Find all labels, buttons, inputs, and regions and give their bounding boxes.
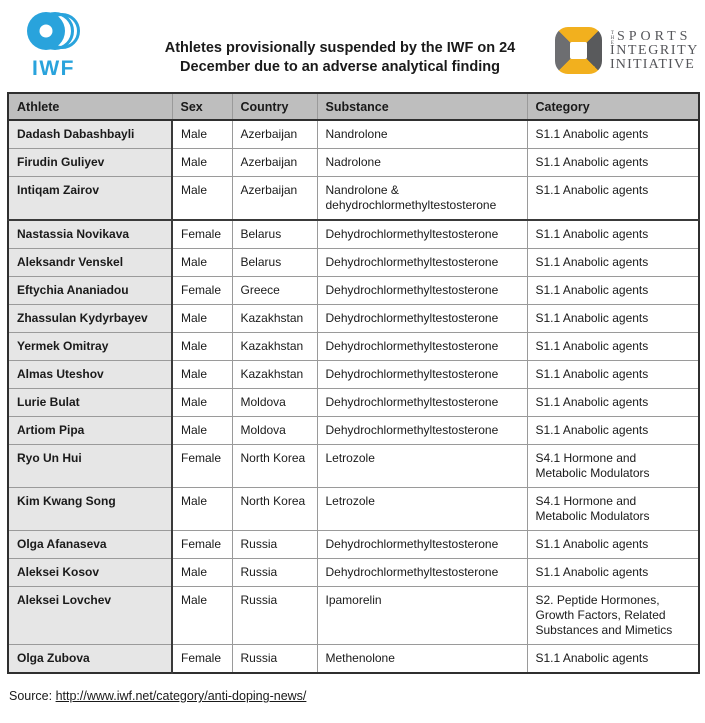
sex-cell: Male — [172, 177, 232, 221]
athlete-name-cell: Lurie Bulat — [8, 389, 172, 417]
country-cell: North Korea — [232, 488, 317, 531]
iwf-wordmark: IWF — [32, 57, 75, 80]
table-row — [8, 249, 699, 277]
table-row — [8, 531, 699, 559]
table-header-row — [8, 93, 699, 120]
substance-cell: Letrozole — [317, 488, 527, 531]
sex-cell: Female — [172, 277, 232, 305]
category-cell: S1.1 Anabolic agents — [527, 559, 699, 587]
country-cell: Belarus — [232, 220, 317, 249]
category-cell: S1.1 Anabolic agents — [527, 645, 699, 674]
substance-cell: Nadrolone — [317, 149, 527, 177]
athlete-name-cell: Nastassia Novikava — [8, 220, 172, 249]
category-cell: S1.1 Anabolic agents — [527, 120, 699, 149]
page-title — [140, 39, 540, 77]
column-header-category: Category — [527, 93, 699, 120]
athlete-name-cell: Artiom Pipa — [8, 417, 172, 445]
athlete-name-cell: Zhassulan Kydyrbayev — [8, 305, 172, 333]
table-row — [8, 488, 699, 531]
sex-cell: Male — [172, 389, 232, 417]
country-cell: Kazakhstan — [232, 361, 317, 389]
sports-integrity-initiative-logo — [555, 27, 699, 74]
substance-cell: Dehydrochlormethyltestosterone — [317, 417, 527, 445]
substance-cell: Dehydrochlormethyltestosterone — [317, 559, 527, 587]
athlete-name-cell: Ryo Un Hui — [8, 445, 172, 488]
source-line — [9, 689, 705, 703]
substance-cell: Dehydrochlormethyltestosterone — [317, 305, 527, 333]
substance-cell: Dehydrochlormethyltestosterone — [317, 333, 527, 361]
category-cell: S1.1 Anabolic agents — [527, 277, 699, 305]
substance-cell: Dehydrochlormethyltestosterone — [317, 361, 527, 389]
table-row — [8, 305, 699, 333]
sex-cell: Female — [172, 220, 232, 249]
sex-cell: Male — [172, 559, 232, 587]
category-cell: S1.1 Anabolic agents — [527, 177, 699, 221]
sex-cell: Female — [172, 531, 232, 559]
substance-cell: Letrozole — [317, 445, 527, 488]
country-cell: Azerbaijan — [232, 177, 317, 221]
sii-the-label: THE — [609, 30, 615, 46]
country-cell: Russia — [232, 645, 317, 674]
table-row — [8, 417, 699, 445]
athlete-name-cell: Kim Kwang Song — [8, 488, 172, 531]
substance-cell: Nandrolone & dehydrochlormethyltestosterone — [317, 177, 527, 221]
category-cell: S1.1 Anabolic agents — [527, 333, 699, 361]
category-cell: S2. Peptide Hormones, Growth Factors, Related Substances and Mimetics — [527, 587, 699, 645]
athlete-name-cell: Aleksei Lovchev — [8, 587, 172, 645]
table-row — [8, 220, 699, 249]
table-header — [8, 93, 699, 120]
table-row — [8, 177, 699, 221]
table-row — [8, 361, 699, 389]
athlete-name-cell: Almas Uteshov — [8, 361, 172, 389]
substance-cell: Dehydrochlormethyltestosterone — [317, 531, 527, 559]
iwf-logo — [26, 11, 116, 79]
substance-cell: Nandrolone — [317, 120, 527, 149]
sex-cell: Male — [172, 333, 232, 361]
country-cell: Russia — [232, 587, 317, 645]
athlete-name-cell: Intiqam Zairov — [8, 177, 172, 221]
column-header-country: Country — [232, 93, 317, 120]
substance-cell: Ipamorelin — [317, 587, 527, 645]
sii-initiative-label: INITIATIVE — [609, 56, 696, 72]
substance-cell: Dehydrochlormethyltestosterone — [317, 220, 527, 249]
sex-cell: Male — [172, 361, 232, 389]
country-cell: Azerbaijan — [232, 120, 317, 149]
substance-cell: Dehydrochlormethyltestosterone — [317, 277, 527, 305]
category-cell: S4.1 Hormone and Metabolic Modulators — [527, 445, 699, 488]
sex-cell: Male — [172, 120, 232, 149]
country-cell: Kazakhstan — [232, 305, 317, 333]
table-body — [8, 120, 699, 673]
category-cell: S1.1 Anabolic agents — [527, 531, 699, 559]
country-cell: Moldova — [232, 389, 317, 417]
sex-cell: Male — [172, 305, 232, 333]
header — [0, 0, 705, 92]
substance-cell: Dehydrochlormethyltestosterone — [317, 389, 527, 417]
country-cell: North Korea — [232, 445, 317, 488]
country-cell: Kazakhstan — [232, 333, 317, 361]
table-row — [8, 559, 699, 587]
athlete-name-cell: Yermek Omitray — [8, 333, 172, 361]
sex-cell: Male — [172, 149, 232, 177]
sex-cell: Female — [172, 645, 232, 674]
substance-cell: Dehydrochlormethyltestosterone — [317, 249, 527, 277]
table-row — [8, 645, 699, 674]
country-cell: Azerbaijan — [232, 149, 317, 177]
table-row — [8, 277, 699, 305]
category-cell: S1.1 Anabolic agents — [527, 389, 699, 417]
iwf-weight-plates-icon — [26, 11, 88, 53]
country-cell: Russia — [232, 559, 317, 587]
country-cell: Russia — [232, 531, 317, 559]
table-row — [8, 149, 699, 177]
column-header-substance: Substance — [317, 93, 527, 120]
country-cell: Belarus — [232, 249, 317, 277]
sii-integrity-label: INTEGRITY — [609, 42, 699, 58]
category-cell: S1.1 Anabolic agents — [527, 361, 699, 389]
sex-cell: Male — [172, 249, 232, 277]
sii-wordmark — [610, 30, 699, 72]
column-header-sex: Sex — [172, 93, 232, 120]
table-row — [8, 445, 699, 488]
column-header-athlete: Athlete — [8, 93, 172, 120]
source-label: Source: — [9, 689, 53, 703]
category-cell: S1.1 Anabolic agents — [527, 249, 699, 277]
category-cell: S4.1 Hormone and Metabolic Modulators — [527, 488, 699, 531]
sii-swirl-icon — [555, 27, 602, 74]
substance-cell: Methenolone — [317, 645, 527, 674]
athlete-name-cell: Aleksei Kosov — [8, 559, 172, 587]
athlete-name-cell: Aleksandr Venskel — [8, 249, 172, 277]
athlete-name-cell: Eftychia Ananiadou — [8, 277, 172, 305]
athlete-name-cell: Firudin Guliyev — [8, 149, 172, 177]
athlete-name-cell: Dadash Dabashbayli — [8, 120, 172, 149]
sex-cell: Male — [172, 587, 232, 645]
sii-sports-label: SPORTS — [616, 28, 692, 44]
category-cell: S1.1 Anabolic agents — [527, 417, 699, 445]
table-row — [8, 120, 699, 149]
athlete-name-cell: Olga Afanaseva — [8, 531, 172, 559]
athlete-name-cell: Olga Zubova — [8, 645, 172, 674]
suspensions-table — [7, 92, 700, 674]
table-row — [8, 389, 699, 417]
table-row — [8, 587, 699, 645]
source-link[interactable]: http://www.iwf.net/category/anti-doping-news/ — [55, 689, 307, 703]
table-row — [8, 333, 699, 361]
page-title-line1: Athletes provisionally suspended by the IWF on 24 — [164, 40, 516, 56]
country-cell: Greece — [232, 277, 317, 305]
category-cell: S1.1 Anabolic agents — [527, 305, 699, 333]
sex-cell: Male — [172, 488, 232, 531]
country-cell: Moldova — [232, 417, 317, 445]
page-title-line2: December due to an adverse analytical finding — [180, 59, 500, 75]
sex-cell: Female — [172, 445, 232, 488]
sex-cell: Male — [172, 417, 232, 445]
category-cell: S1.1 Anabolic agents — [527, 220, 699, 249]
category-cell: S1.1 Anabolic agents — [527, 149, 699, 177]
